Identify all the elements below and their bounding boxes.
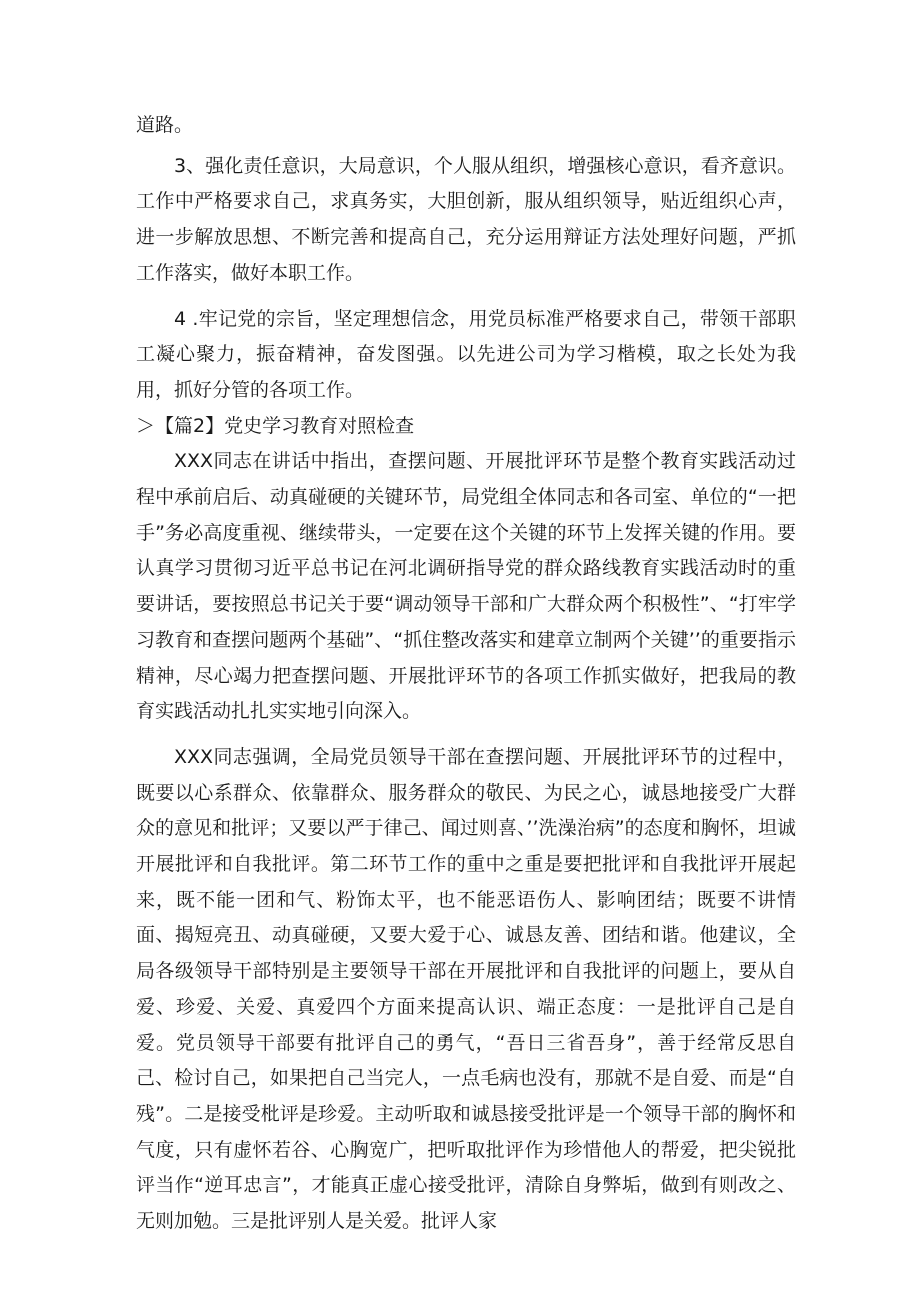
paragraph-item-3: 3、强化责任意识，大局意识，个人服从组织，增强核心意识，看齐意识。工作中严格要求自己，求真务实，大胆创新，服从组织领导，贴近组织心声，进一步解放思想、不断完善和提高自己，充分运用辩证方法处理好问题，严抓工作落实，做好本职工作。 <box>136 154 796 284</box>
paragraph-body-1: XXX同志在讲话中指出，查摆问题、开展批评环节是整个教育实践活动过程中承前启后、动真碰硬的关键环节，局党组全体同志和各司室、单位的“一把手”务必高度重视、继续带头，一定要在这个关键的环节上发挥关键的作用。要认真学习贯彻习近平总书记在河北调研指导党的群众路线教育实践活动时的重要讲话，要按照总书记关于要“调动领导干部和广大群众两个积极性”、“打牢学习教育和查摆问题两个基础”、“抓住整改落实和建章立制两个关键’’的重要指示精神，尽心竭力把查摆问题、开展批评环节的各项工作抓实做好，把我局的教育实践活动扎扎实实地引向深入。 <box>136 450 796 723</box>
paragraph-body-2: XXX同志强调，全局党员领导干部在查摆问题、开展批评环节的过程中，既要以心系群众、依靠群众、服务群众的敬民、为民之心，诚恳地接受广大群众的意见和批评；又要以严于律己、闻过则喜、’’洗澡治病”的态度和胸怀，坦诚开展批评和自我批评。第二环节工作的重中之重是要把批评和自我批评开展起来，既不能一团和气、粉饰太平，也不能恶语伤人、影响团结；既要不讲情面、揭短亮丑、动真碰硬，又要大爱于心、诚恳友善、团结和谐。他建议，全局各级领导干部特别是主要领导干部在开展批评和自我批评的问题上，要从自爱、珍爱、关爱、真爱四个方面来提高认识、端正态度：一是批评自己是自爱。党员领导干部要有批评自己的勇气，“吾日三省吾身”，善于经常反思自己、检讨自己，如果把自己当完人，一点毛病也没有，那就不是自爱、而是“自残”。二是接受枇评是珍爱。主动听取和诚恳接受批评是一个领导干部的胸怀和气度，只有虚怀若谷、心胸宽广，把听取批评作为珍惜他人的帮爱，把尖锐批评当作“逆耳忠言”，才能真正虚心接受批评，清除自身弊垢，做到有则改之、无则加勉。三是批评别人是关爱。批评人家 <box>136 745 796 1233</box>
paragraph-continuation: 道路。 <box>136 114 194 136</box>
paragraph-item-4: 4 .牢记党的宗旨，坚定理想信念，用党员标准严格要求自己，带领干部职工凝心聚力，振奋精神，奋发图强。以先进公司为学习楷模，取之长处为我用，抓好分管的各项工作。 <box>136 307 796 401</box>
section-heading: ＞【篇2】党史学习教育对照检查 <box>136 414 415 437</box>
document-body <box>136 108 796 1240</box>
